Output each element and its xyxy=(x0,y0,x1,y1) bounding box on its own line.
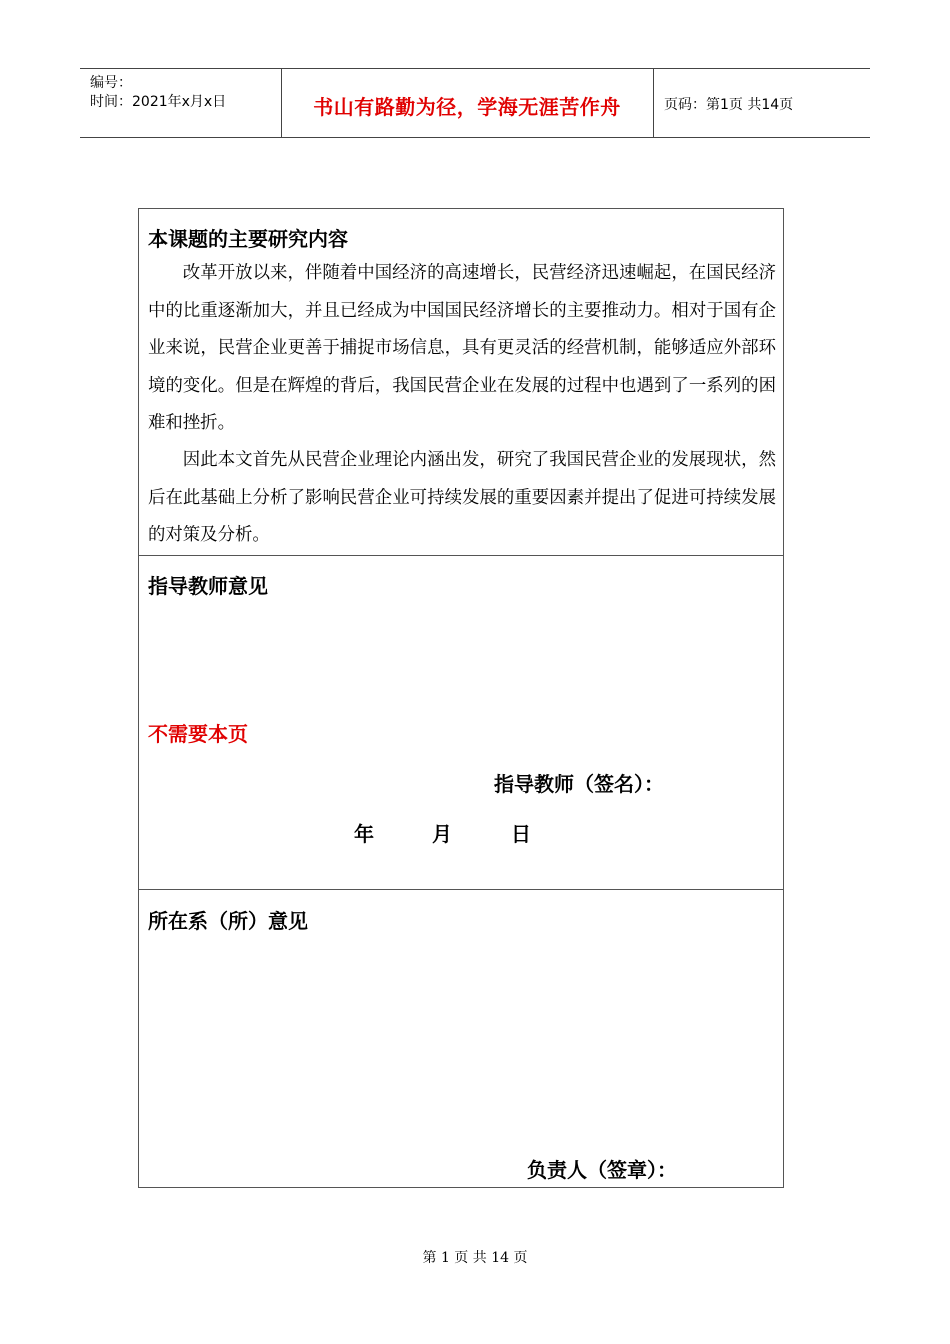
advisor-opinion-section xyxy=(139,556,783,890)
header-page-info: 页码：第1页 共14页 xyxy=(664,97,794,113)
header-info-cell xyxy=(80,69,282,137)
header-motto-cell xyxy=(281,69,654,137)
research-content-title: 本课题的主要研究内容 xyxy=(148,227,348,251)
page-footer: 第 1 页 共 14 页 xyxy=(422,1250,528,1266)
date-day-label: 日 xyxy=(511,822,531,846)
not-required-note: 不需要本页 xyxy=(148,722,248,746)
document-date: 时间：2021年x月x日 xyxy=(90,94,227,110)
page-header xyxy=(80,68,870,138)
research-content-section xyxy=(139,209,783,556)
advisor-signature-label: 指导教师（签名）： xyxy=(494,772,664,796)
document-number-label: 编号： xyxy=(90,75,132,91)
date-year-label: 年 xyxy=(354,822,374,846)
header-motto: 书山有路勤为径，学海无涯苦作舟 xyxy=(313,95,621,119)
opinion-form-table xyxy=(138,208,784,1188)
department-opinion-section xyxy=(139,890,783,1187)
research-paragraph: 因此本文首先从民营企业理论内涵出发，研究了我国民营企业的发展现状，然后在此基础上分析了影响民营企业可持续发展的重要因素并提出了促进可持续发展的对策及分析。 xyxy=(148,450,776,545)
department-opinion-title: 所在系（所）意见 xyxy=(148,909,308,933)
header-page-cell xyxy=(654,69,870,137)
date-month-label: 月 xyxy=(432,822,452,846)
responsible-person-label: 负责人（签章）： xyxy=(527,1158,677,1182)
research-paragraph: 改革开放以来，伴随着中国经济的高速增长，民营经济迅速崛起，在国民经济中的比重逐渐加大，并且已经成为中国国民经济增长的主要推动力。相对于国有企业来说，民营企业更善于捕捉市场信息，具有更灵活的经营机制，能够适应外部环境的变化。但是在辉煌的背后，我国民营企业在发展的过程中也遇到了一系列的困难和挫折。 xyxy=(148,263,776,433)
advisor-opinion-title: 指导教师意见 xyxy=(148,574,268,598)
